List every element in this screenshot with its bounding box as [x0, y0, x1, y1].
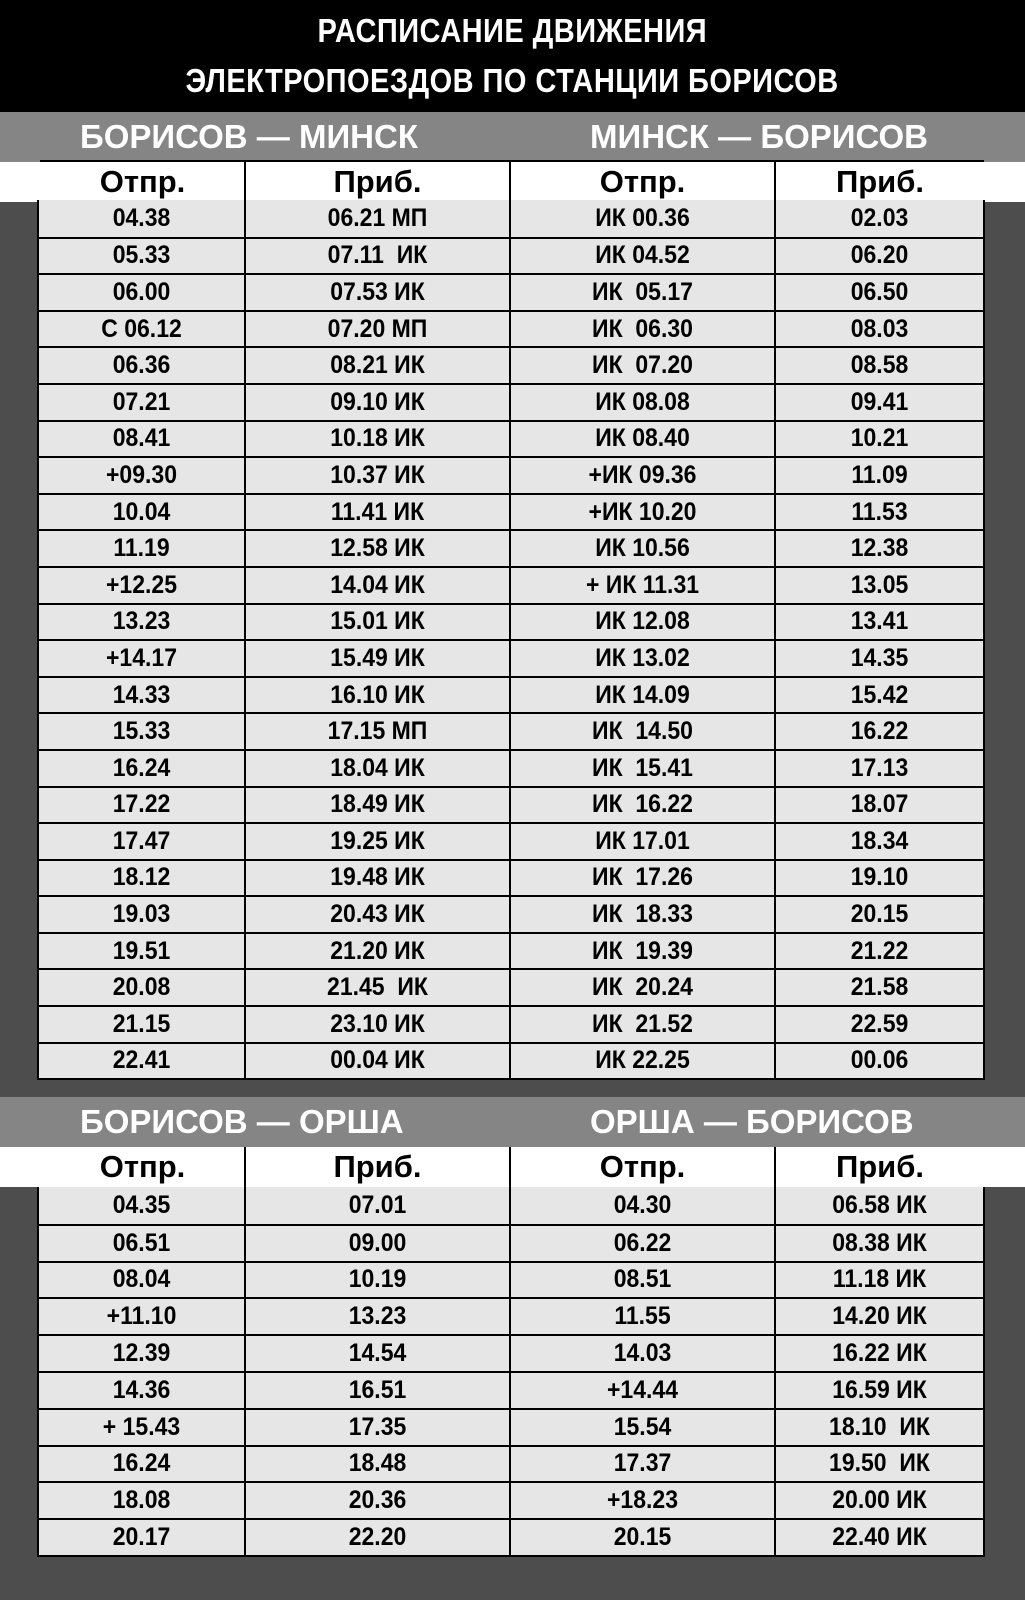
- divider: [509, 751, 511, 786]
- arrival-time-cell: 10.19: [348, 1265, 407, 1294]
- departure-time-cell: 11.55: [614, 1302, 671, 1331]
- table-row: [39, 1297, 983, 1334]
- divider: [509, 1147, 511, 1187]
- departure-time-cell: ИК 13.02: [595, 643, 690, 672]
- table-row: [39, 1518, 983, 1555]
- divider: [774, 824, 776, 859]
- table-row: [39, 310, 983, 347]
- divider: [244, 1447, 246, 1482]
- departure-time-cell: 08.04: [112, 1265, 171, 1294]
- divider: [509, 348, 511, 383]
- departure-time-cell: +12.25: [105, 570, 177, 599]
- departure-time-cell: 14.36: [112, 1375, 171, 1404]
- divider: [244, 1299, 246, 1334]
- divider: [509, 162, 511, 202]
- table-row: [39, 566, 983, 603]
- divider: [509, 275, 511, 310]
- departure-time-cell: ИК 04.52: [595, 241, 690, 270]
- divider: [244, 162, 246, 202]
- column-header-depart: Отпр.: [99, 1149, 186, 1184]
- divider: [509, 1187, 511, 1224]
- departure-time-cell: ИК 08.08: [595, 387, 690, 416]
- divider: [509, 1299, 511, 1334]
- route-heading-borisov-minsk: БОРИСОВ — МИНСК: [80, 118, 418, 155]
- divider: [774, 385, 776, 420]
- departure-time-cell: +ИК 09.36: [588, 460, 697, 489]
- table-row: [39, 676, 983, 713]
- route-heading-orsha-borisov: ОРША — БОРИСОВ: [590, 1103, 914, 1140]
- column-header-depart: Отпр.: [599, 164, 686, 199]
- divider: [509, 1336, 511, 1371]
- departure-time-cell: ИК 12.08: [595, 607, 690, 636]
- arrival-time-cell: 14.35: [850, 643, 909, 672]
- arrival-time-cell: 17.13: [850, 753, 909, 782]
- departure-time-cell: ИК 18.33: [592, 900, 693, 929]
- divider: [244, 714, 246, 749]
- departure-time-cell: 06.36: [112, 351, 171, 380]
- arrival-time-cell: 10.18 ИК: [330, 424, 425, 453]
- divider: [774, 275, 776, 310]
- table-row: [39, 420, 983, 457]
- table-row: [39, 1187, 983, 1224]
- divider: [509, 200, 511, 237]
- departure-time-cell: 18.08: [112, 1486, 171, 1515]
- departure-time-cell: 19.03: [112, 900, 171, 929]
- arrival-time-cell: 08.38 ИК: [832, 1228, 927, 1257]
- table-row: [39, 749, 983, 786]
- table-row: [39, 603, 983, 640]
- column-headers-orsha: [0, 1147, 1025, 1187]
- departure-time-cell: +14.17: [105, 643, 177, 672]
- departure-time-cell: ИК 14.09: [595, 680, 690, 709]
- arrival-time-cell: 22.59: [850, 1009, 909, 1038]
- departure-time-cell: ИК 05.17: [592, 277, 693, 306]
- divider: [244, 1007, 246, 1042]
- table-row: [39, 1445, 983, 1482]
- departure-time-cell: 20.15: [613, 1523, 672, 1552]
- table-row: [39, 1408, 983, 1445]
- divider: [774, 861, 776, 896]
- arrival-time-cell: 22.20: [348, 1523, 407, 1552]
- arrival-time-cell: 09.41: [850, 387, 909, 416]
- departure-time-cell: +ИК 10.20: [588, 497, 697, 526]
- divider: [509, 1263, 511, 1298]
- table-row: [39, 1261, 983, 1298]
- arrival-time-cell: 07.01: [348, 1190, 407, 1219]
- departure-time-cell: 06.00: [112, 277, 171, 306]
- arrival-time-cell: 11.41 ИК: [330, 497, 425, 526]
- divider: [509, 934, 511, 969]
- arrival-time-cell: 18.34: [850, 826, 909, 855]
- divider: [244, 970, 246, 1005]
- section-heading-minsk: [0, 112, 1025, 162]
- table-row: [39, 639, 983, 676]
- table-row: [39, 822, 983, 859]
- departure-time-cell: 21.15: [112, 1009, 171, 1038]
- arrival-time-cell: 21.45 ИК: [327, 973, 428, 1002]
- divider: [509, 1373, 511, 1408]
- arrival-time-cell: 13.41: [850, 607, 909, 636]
- divider: [509, 714, 511, 749]
- departure-time-cell: +14.44: [606, 1375, 678, 1404]
- divider: [774, 312, 776, 347]
- departure-time-cell: 06.51: [112, 1228, 171, 1257]
- page-title: [0, 0, 1025, 112]
- divider: [774, 897, 776, 932]
- arrival-time-cell: 19.48 ИК: [330, 863, 425, 892]
- table-row: [39, 493, 983, 530]
- arrival-time-cell: 06.50: [850, 277, 909, 306]
- divider: [244, 1263, 246, 1298]
- table-row: [39, 237, 983, 274]
- departure-time-cell: ИК 17.26: [592, 863, 693, 892]
- arrival-time-cell: 14.54: [348, 1339, 407, 1368]
- arrival-time-cell: 15.42: [850, 680, 909, 709]
- arrival-time-cell: 23.10 ИК: [330, 1009, 425, 1038]
- arrival-time-cell: 12.58 ИК: [330, 534, 425, 563]
- divider: [509, 824, 511, 859]
- divider: [244, 751, 246, 786]
- divider: [774, 934, 776, 969]
- departure-time-cell: ИК 06.30: [592, 314, 693, 343]
- route-heading-minsk-borisov: МИНСК — БОРИСОВ: [590, 118, 928, 155]
- arrival-time-cell: 20.43 ИК: [330, 900, 425, 929]
- arrival-time-cell: 02.03: [850, 203, 909, 232]
- divider: [774, 788, 776, 823]
- divider: [244, 1520, 246, 1555]
- divider: [509, 678, 511, 713]
- arrival-time-cell: 16.10 ИК: [330, 680, 425, 709]
- divider: [774, 1147, 776, 1187]
- table-row: [39, 1005, 983, 1042]
- divider: [244, 824, 246, 859]
- arrival-time-cell: 00.04 ИК: [330, 1046, 425, 1075]
- divider: [244, 1483, 246, 1518]
- divider: [244, 897, 246, 932]
- divider: [244, 861, 246, 896]
- divider: [509, 422, 511, 457]
- divider: [244, 1226, 246, 1261]
- divider: [244, 1147, 246, 1187]
- departure-time-cell: 11.19: [113, 534, 170, 563]
- arrival-time-cell: 13.23: [348, 1302, 407, 1331]
- arrival-time-cell: 18.49 ИК: [330, 790, 425, 819]
- departure-time-cell: 05.33: [112, 241, 171, 270]
- divider: [774, 1483, 776, 1518]
- divider: [509, 1483, 511, 1518]
- divider: [509, 605, 511, 640]
- column-header-arrive: Приб.: [333, 1149, 422, 1184]
- divider: [244, 458, 246, 493]
- column-header-depart: Отпр.: [599, 1149, 686, 1184]
- departure-time-cell: +11.10: [106, 1302, 177, 1331]
- divider: [774, 495, 776, 530]
- departure-time-cell: + ИК 11.31: [585, 570, 700, 599]
- divider: [509, 495, 511, 530]
- table-row: [39, 383, 983, 420]
- arrival-time-cell: 08.03: [850, 314, 909, 343]
- table-row: [39, 1224, 983, 1261]
- departure-time-cell: 20.17: [112, 1523, 171, 1552]
- divider: [509, 568, 511, 603]
- column-header-arrive: Приб.: [835, 1149, 925, 1184]
- divider: [244, 1044, 246, 1079]
- divider: [244, 934, 246, 969]
- divider: [774, 1044, 776, 1079]
- divider: [509, 312, 511, 347]
- arrival-time-cell: 14.04 ИК: [330, 570, 425, 599]
- arrival-time-cell: 16.22 ИК: [832, 1339, 927, 1368]
- departure-time-cell: 17.22: [112, 790, 171, 819]
- divider: [244, 200, 246, 237]
- arrival-time-cell: 10.37 ИК: [330, 460, 425, 489]
- arrival-time-cell: 11.53: [851, 497, 908, 526]
- arrival-time-cell: 11.18 ИК: [832, 1265, 927, 1294]
- column-headers-minsk: [0, 162, 1025, 202]
- divider: [774, 1007, 776, 1042]
- arrival-time-cell: 08.58: [850, 351, 909, 380]
- divider: [774, 348, 776, 383]
- arrival-time-cell: 19.25 ИК: [330, 826, 425, 855]
- arrival-time-cell: 15.49 ИК: [330, 643, 425, 672]
- arrival-time-cell: 20.15: [850, 900, 909, 929]
- departure-time-cell: 08.51: [613, 1265, 672, 1294]
- arrival-time-cell: 16.59 ИК: [832, 1375, 927, 1404]
- divider: [774, 1373, 776, 1408]
- table-row: [39, 786, 983, 823]
- departure-time-cell: ИК 21.52: [592, 1009, 693, 1038]
- timetable-minsk: [37, 200, 985, 1080]
- departure-time-cell: ИК 16.22: [592, 790, 693, 819]
- divider: [509, 531, 511, 566]
- divider: [774, 1187, 776, 1224]
- column-header-arrive: Приб.: [333, 164, 422, 199]
- divider: [774, 458, 776, 493]
- divider: [244, 1336, 246, 1371]
- departure-time-cell: 15.33: [112, 717, 171, 746]
- divider: [774, 162, 776, 202]
- arrival-time-cell: 08.21 ИК: [330, 351, 425, 380]
- divider: [774, 200, 776, 237]
- table-row: [39, 346, 983, 383]
- table-row: [39, 968, 983, 1005]
- departure-time-cell: ИК 22.25: [595, 1046, 690, 1075]
- departure-time-cell: 19.51: [112, 936, 171, 965]
- column-header-depart: Отпр.: [99, 164, 186, 199]
- divider: [244, 385, 246, 420]
- arrival-time-cell: 07.53 ИК: [330, 277, 425, 306]
- arrival-time-cell: 12.38: [850, 534, 909, 563]
- departure-time-cell: ИК 17.01: [595, 826, 690, 855]
- divider: [774, 1410, 776, 1445]
- divider: [774, 1447, 776, 1482]
- divider: [244, 1373, 246, 1408]
- arrival-time-cell: 06.21 МП: [327, 203, 428, 232]
- divider: [774, 1336, 776, 1371]
- divider: [774, 1520, 776, 1555]
- arrival-time-cell: 16.22: [850, 717, 909, 746]
- departure-time-cell: +09.30: [105, 460, 177, 489]
- divider: [509, 788, 511, 823]
- table-row: [39, 529, 983, 566]
- divider: [509, 1447, 511, 1482]
- divider: [509, 1410, 511, 1445]
- section-heading-orsha: [0, 1097, 1025, 1147]
- arrival-time-cell: 10.21: [850, 424, 909, 453]
- arrival-time-cell: 21.58: [850, 973, 909, 1002]
- arrival-time-cell: 00.06: [850, 1046, 909, 1075]
- departure-time-cell: 20.08: [112, 973, 171, 1002]
- divider: [774, 641, 776, 676]
- departure-time-cell: 04.30: [613, 1190, 672, 1219]
- departure-time-cell: 14.33: [112, 680, 171, 709]
- departure-time-cell: ИК 08.40: [595, 424, 690, 453]
- departure-time-cell: 17.37: [613, 1449, 672, 1478]
- divider: [774, 531, 776, 566]
- departure-time-cell: 15.54: [613, 1412, 672, 1441]
- arrival-time-cell: 17.15 МП: [327, 717, 428, 746]
- departure-time-cell: 04.38: [112, 203, 171, 232]
- departure-time-cell: ИК 15.41: [592, 753, 693, 782]
- departure-time-cell: ИК 19.39: [592, 936, 693, 965]
- arrival-time-cell: 09.10 ИК: [330, 387, 425, 416]
- table-row: [39, 859, 983, 896]
- divider: [774, 1299, 776, 1334]
- table-row: [39, 1334, 983, 1371]
- table-row: [39, 712, 983, 749]
- divider: [774, 422, 776, 457]
- divider: [244, 1187, 246, 1224]
- divider: [774, 970, 776, 1005]
- departure-time-cell: ИК 07.20: [592, 351, 693, 380]
- arrival-time-cell: 21.20 ИК: [330, 936, 425, 965]
- departure-time-cell: 14.03: [613, 1339, 672, 1368]
- divider: [244, 348, 246, 383]
- divider: [509, 385, 511, 420]
- arrival-time-cell: 22.40 ИК: [832, 1523, 927, 1552]
- column-header-arrive: Приб.: [835, 164, 925, 199]
- arrival-time-cell: 06.20: [850, 241, 909, 270]
- arrival-time-cell: 13.05: [850, 570, 909, 599]
- divider: [509, 1520, 511, 1555]
- departure-time-cell: 16.24: [112, 753, 171, 782]
- departure-time-cell: 12.39: [112, 1339, 171, 1368]
- departure-time-cell: 07.21: [112, 387, 171, 416]
- departure-time-cell: 13.23: [112, 607, 171, 636]
- arrival-time-cell: 18.10 ИК: [829, 1412, 930, 1441]
- divider: [509, 1044, 511, 1079]
- departure-time-cell: 04.35: [112, 1190, 171, 1219]
- arrival-time-cell: 07.11 ИК: [327, 241, 428, 270]
- divider: [244, 568, 246, 603]
- divider: [774, 239, 776, 274]
- divider: [774, 1263, 776, 1298]
- divider: [244, 312, 246, 347]
- divider: [774, 1226, 776, 1261]
- table-row: [39, 895, 983, 932]
- arrival-time-cell: 18.07: [850, 790, 909, 819]
- arrival-time-cell: 09.00: [348, 1228, 407, 1257]
- divider: [509, 1226, 511, 1261]
- table-row: [39, 273, 983, 310]
- divider: [774, 568, 776, 603]
- divider: [244, 239, 246, 274]
- departure-time-cell: + 15.43: [102, 1412, 181, 1441]
- departure-time-cell: 18.12: [112, 863, 171, 892]
- divider: [509, 861, 511, 896]
- arrival-time-cell: 11.09: [851, 460, 908, 489]
- arrival-time-cell: 19.10: [850, 863, 909, 892]
- divider: [244, 275, 246, 310]
- departure-time-cell: 17.47: [112, 826, 171, 855]
- divider: [509, 970, 511, 1005]
- divider: [774, 714, 776, 749]
- arrival-time-cell: 20.36: [348, 1486, 407, 1515]
- divider: [509, 897, 511, 932]
- table-row: [39, 932, 983, 969]
- departure-time-cell: 10.04: [112, 497, 171, 526]
- table-row: [39, 1481, 983, 1518]
- table-row: [39, 456, 983, 493]
- arrival-time-cell: 17.35: [348, 1412, 407, 1441]
- divider: [509, 239, 511, 274]
- divider: [774, 678, 776, 713]
- departure-time-cell: 06.22: [613, 1228, 672, 1257]
- title-line-1: РАСПИСАНИЕ ДВИЖЕНИЯ: [317, 12, 708, 49]
- arrival-time-cell: 20.00 ИК: [832, 1486, 927, 1515]
- timetable-orsha: [37, 1187, 985, 1557]
- arrival-time-cell: 07.20 МП: [327, 314, 428, 343]
- divider: [244, 495, 246, 530]
- divider: [774, 751, 776, 786]
- arrival-time-cell: 15.01 ИК: [330, 607, 425, 636]
- divider: [774, 605, 776, 640]
- divider: [244, 641, 246, 676]
- table-row: [39, 1371, 983, 1408]
- arrival-time-cell: 19.50 ИК: [829, 1449, 930, 1478]
- divider: [244, 678, 246, 713]
- divider: [509, 458, 511, 493]
- arrival-time-cell: 18.48: [348, 1449, 407, 1478]
- title-line-2: ЭЛЕКТРОПОЕЗДОВ ПО СТАНЦИИ БОРИСОВ: [185, 62, 840, 99]
- divider: [509, 641, 511, 676]
- divider: [244, 605, 246, 640]
- divider: [244, 788, 246, 823]
- arrival-time-cell: 16.51: [348, 1375, 407, 1404]
- departure-time-cell: С 06.12: [101, 314, 182, 343]
- divider: [509, 1007, 511, 1042]
- arrival-time-cell: 06.58 ИК: [832, 1190, 927, 1219]
- departure-time-cell: ИК 00.36: [595, 203, 690, 232]
- table-row: [39, 1042, 983, 1079]
- route-heading-borisov-orsha: БОРИСОВ — ОРША: [80, 1103, 404, 1140]
- divider: [244, 422, 246, 457]
- divider: [244, 1410, 246, 1445]
- divider: [244, 531, 246, 566]
- departure-time-cell: 22.41: [112, 1046, 171, 1075]
- departure-time-cell: ИК 14.50: [592, 717, 693, 746]
- departure-time-cell: ИК 20.24: [592, 973, 693, 1002]
- departure-time-cell: +18.23: [606, 1486, 678, 1515]
- departure-time-cell: 16.24: [112, 1449, 171, 1478]
- arrival-time-cell: 18.04 ИК: [330, 753, 425, 782]
- arrival-time-cell: 21.22: [850, 936, 909, 965]
- departure-time-cell: 08.41: [112, 424, 171, 453]
- departure-time-cell: ИК 10.56: [595, 534, 690, 563]
- arrival-time-cell: 14.20 ИК: [832, 1302, 927, 1331]
- table-row: [39, 200, 983, 237]
